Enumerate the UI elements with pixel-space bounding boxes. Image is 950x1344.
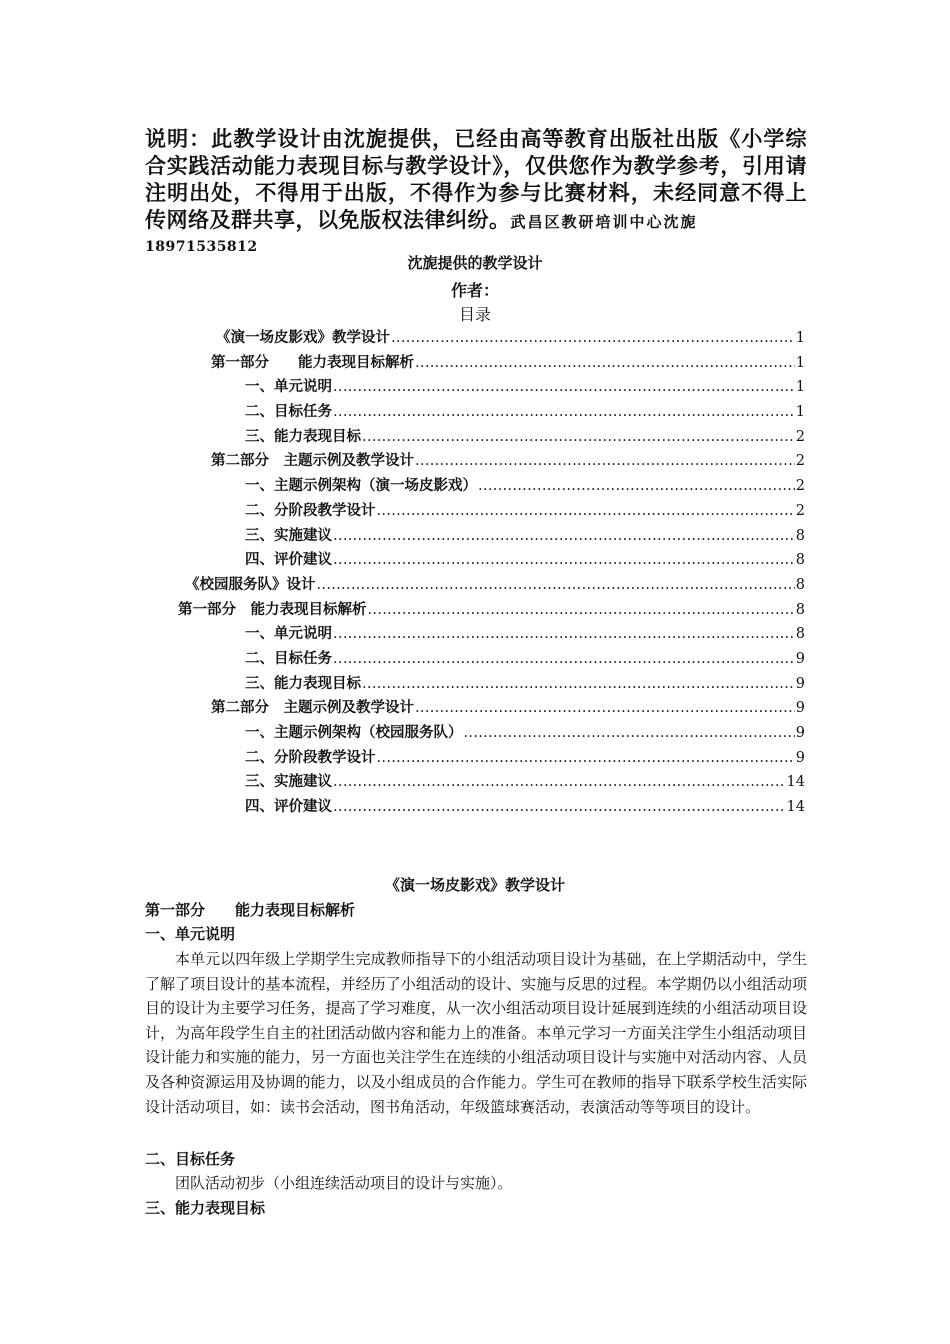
toc-leader xyxy=(333,770,786,795)
toc-item[interactable] xyxy=(0,622,950,647)
toc-item-label: 二、目标任务 xyxy=(245,403,332,421)
toc-item-label: 《校园服务队》设计 xyxy=(185,575,316,593)
section-heading-goals: 三、能力表现目标 xyxy=(145,1199,266,1217)
toc-item-page: 8 xyxy=(795,552,805,569)
toc-item[interactable] xyxy=(0,326,950,351)
toc-item[interactable] xyxy=(0,351,950,376)
toc-item-page: 9 xyxy=(795,675,805,692)
toc-item-label: 三、实施建议 xyxy=(245,526,332,544)
toc-item-page: 1 xyxy=(795,379,805,396)
toc-item-page: 9 xyxy=(795,650,805,667)
section-heading-unit: 一、单元说明 xyxy=(145,925,236,943)
toc-item-label: 第二部分 主题示例及教学设计 xyxy=(211,699,414,717)
notice-phone: 18971535812 xyxy=(145,239,258,255)
toc-item-label: 四、评价建议 xyxy=(245,551,332,569)
toc-leader xyxy=(377,499,795,524)
toc-item[interactable] xyxy=(0,499,950,524)
toc-item-page: 14 xyxy=(786,799,805,816)
toc-item-label: 第一部分 能力表现目标解析 xyxy=(178,600,367,618)
toc-item-label: 第一部分 能力表现目标解析 xyxy=(211,353,414,371)
toc-item-label: 一、主题示例架构（校园服务队） xyxy=(245,724,463,741)
toc-item-page: 8 xyxy=(795,527,805,544)
toc-item[interactable] xyxy=(0,425,950,450)
part-heading: 第一部分 能力表现目标解析 xyxy=(145,901,356,919)
toc-item-label: 《演一场皮影戏》教学设计 xyxy=(216,329,390,346)
toc-item-page: 9 xyxy=(795,725,805,741)
toc-item-page: 8 xyxy=(795,576,805,593)
toc-leader xyxy=(377,746,795,771)
toc-item[interactable] xyxy=(0,770,950,795)
toc-item-page: 8 xyxy=(795,626,805,643)
toc-leader xyxy=(362,425,795,450)
toc-leader xyxy=(333,524,795,549)
toc-leader xyxy=(464,721,795,746)
document-heading: 沈旎提供的教学设计 xyxy=(407,254,543,272)
toc-leader xyxy=(478,474,795,499)
notice-credit: 武昌区教研培训中心沈旎 xyxy=(510,213,698,231)
section-heading-tasks: 二、目标任务 xyxy=(145,1150,236,1168)
toc-item-label: 第二部分 主题示例及教学设计 xyxy=(211,452,414,470)
toc-leader xyxy=(333,622,795,647)
toc-leader xyxy=(391,326,795,351)
toc-item[interactable] xyxy=(0,375,950,400)
toc-item-label: 三、能力表现目标 xyxy=(245,427,361,445)
toc-leader xyxy=(415,449,795,474)
tasks-paragraph: 团队活动初步（小组连续活动项目的设计与实施）。 xyxy=(175,1174,513,1192)
toc-item-page: 1 xyxy=(795,354,805,371)
toc-item-page: 9 xyxy=(795,700,805,717)
toc-item[interactable] xyxy=(0,524,950,549)
toc-leader xyxy=(333,647,795,672)
toc-item-label: 一、主题示例架构（演一场皮影戏） xyxy=(245,477,477,495)
toc-leader xyxy=(368,598,795,623)
toc-item[interactable] xyxy=(0,672,950,697)
toc-item[interactable] xyxy=(0,795,950,820)
toc-item[interactable] xyxy=(0,721,950,746)
toc-item-page: 2 xyxy=(795,478,805,495)
copyright-notice xyxy=(145,125,807,258)
toc-leader xyxy=(333,400,795,425)
toc-item-page: 1 xyxy=(795,404,805,421)
toc-item-label: 二、分阶段教学设计 xyxy=(245,748,376,766)
toc-item-page: 2 xyxy=(795,428,805,445)
toc-item-label: 四、评价建议 xyxy=(245,798,332,816)
toc-item-label: 二、分阶段教学设计 xyxy=(245,501,376,519)
toc-item-label: 一、单元说明 xyxy=(245,625,332,643)
toc-leader xyxy=(362,672,795,697)
toc-item-page: 2 xyxy=(795,453,805,470)
toc-heading: 目录 xyxy=(458,305,491,324)
toc-leader xyxy=(333,375,795,400)
toc-leader xyxy=(317,573,795,598)
unit-description-paragraph: 本单元以四年级上学期学生完成教师指导下的小组活动项目设计为基础，在上学期活动中，学生了解了项目设计的基本流程，并经历了小组活动的设计、实施与反思的过程。本学期仍以小组活动项目的设计为主要学习任务，提高了学习难度，从一次小组活动项目设计延展到连续的小组活动项目设计，为高年段学生自主的社团活动做内容和能力上的准备。本单元学习一方面关注学生小组活动项目设计能力和实施的能力，另一方面也关注学生在连续的小组活动项目设计与实施中对活动内容、人员及各种资源运用及协调的能力，以及小组成员的合作能力。学生可在教师的指导下联系学校生活实际设计活动项目，如：读书会活动，图书角活动，年级篮球赛活动，表演活动等等项目的设计。 xyxy=(145,950,807,1116)
toc-item-page: 1 xyxy=(795,330,805,346)
toc-item-label: 二、目标任务 xyxy=(245,649,332,667)
toc-leader xyxy=(415,351,795,376)
toc-leader xyxy=(415,696,795,721)
toc-item-label: 一、单元说明 xyxy=(245,378,332,396)
toc-item[interactable] xyxy=(0,746,950,771)
toc-item-page: 8 xyxy=(795,601,805,618)
toc-item[interactable] xyxy=(0,573,950,598)
toc-item[interactable] xyxy=(0,696,950,721)
notice-text: 说明：此教学设计由沈旎提供，已经由高等教育出版社出版《小学综合实践活动能力表现目标与教学设计》，仅供您作为教学参考，引用请注明出处，不得用于出版，不得作为参与比赛材料，未经同意不得上传网络及群共享，以免版权法律纠纷。 xyxy=(145,126,807,232)
table-of-contents xyxy=(0,326,950,820)
section-document-title: 《演一场皮影戏》教学设计 xyxy=(384,876,565,894)
toc-item-page: 9 xyxy=(795,749,805,766)
toc-leader xyxy=(333,548,795,573)
toc-item[interactable] xyxy=(0,449,950,474)
toc-item[interactable] xyxy=(0,598,950,623)
toc-item[interactable] xyxy=(0,548,950,573)
toc-item[interactable] xyxy=(0,647,950,672)
toc-leader xyxy=(333,795,786,820)
toc-item-page: 14 xyxy=(786,774,805,791)
author-line: 作者： xyxy=(450,281,499,300)
toc-item-label: 三、实施建议 xyxy=(245,773,332,791)
toc-item[interactable] xyxy=(0,400,950,425)
toc-item[interactable] xyxy=(0,474,950,499)
toc-item-page: 2 xyxy=(795,502,805,519)
toc-item-label: 三、能力表现目标 xyxy=(245,674,361,692)
